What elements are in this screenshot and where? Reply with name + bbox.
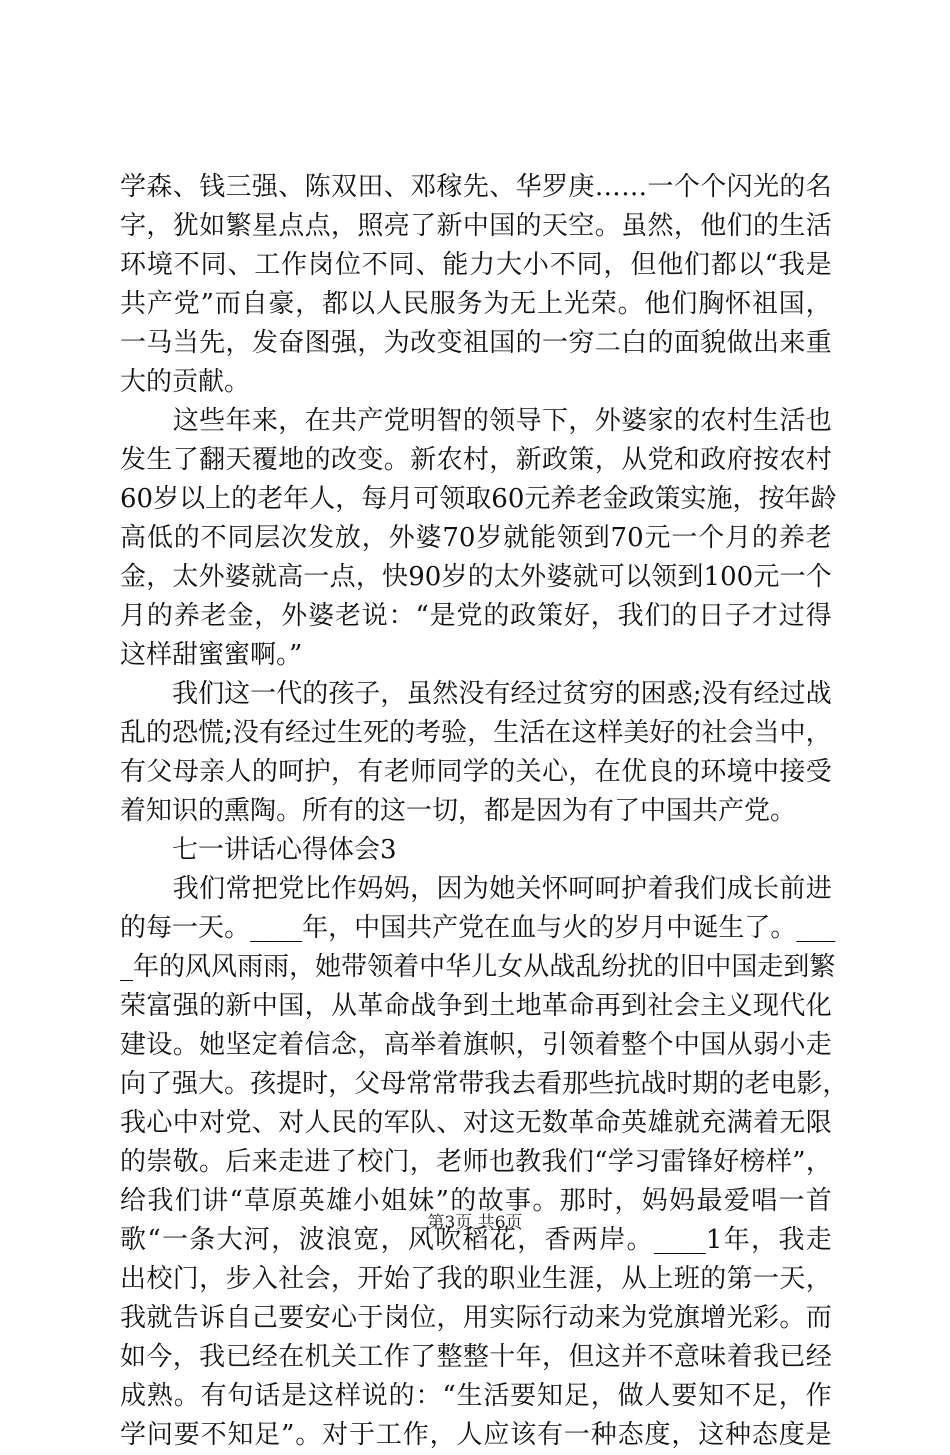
text-line: _ 年 的 风 风 雨 雨 ， 她 带 领 着 中 华 儿 女 从 战 乱 纷 扰 的 旧 中 国 走 到 繁 bbox=[120, 952, 836, 982]
text-line: 的 每 一 天 。 ____ 年 ， 中 国 共 产 党 在 血 与 火 的 岁 月 中 诞 生 了 。 ___ bbox=[120, 913, 836, 943]
text-line: 给 我 们 讲 “ 草 原 英 雄 小 姐 妹 ” 的 故 事 。 那 时 ， 妈 妈 最 爱 唱 一 首 bbox=[120, 1186, 832, 1216]
text-line: 我 们 这 一 代 的 孩 子 ， 虽 然 没 有 经 过 贫 穷 的 困 惑 ; 没 有 经 过 战 bbox=[172, 679, 832, 709]
text-line: 我 就 告 诉 自 己 要 安 心 于 岗 位 ， 用 实 际 行 动 来 为 党 旗 增 光 彩 。 而 bbox=[120, 1303, 832, 1333]
text-line: 七一讲话心得体会3 bbox=[120, 835, 397, 865]
text-line: 如 今 ， 我 已 经 在 机 关 工 作 了 整 整 十 年 ， 但 这 并 不 意 味 着 我 已 经 bbox=[120, 1342, 832, 1372]
text-line: 成 熟 。 有 句 话 是 这 样 说 的 ： “ 生 活 要 知 足 ， 做 人 要 知 不 足 ， 作 bbox=[120, 1381, 832, 1411]
text-line: 月 的 养 老 金 ， 外 婆 老 说 ： “ 是 党 的 政 策 好 ， 我 们 的 日 子 才 过 得 bbox=[120, 601, 832, 631]
text-line: 乱 的 恐 慌 ; 没 有 经 过 生 死 的 考 验 ， 生 活 在 这 样 美 好 的 社 会 当 中 ， bbox=[120, 718, 832, 748]
text-line: 这样甜蜜蜜啊。” bbox=[120, 640, 303, 670]
page-footer: 第3页 共6页 bbox=[427, 1213, 523, 1233]
text-line: 学 问 要 不 知 足 ” 。 对 于 工 作 ， 人 应 该 有 一 种 态 度 ， 这 种 态 度 是 bbox=[120, 1420, 832, 1450]
text-line: 金 ， 太 外 婆 就 高 一 点 ， 快 90 岁 的 太 外 婆 就 可 以 领 到 100 元 一 个 bbox=[120, 562, 832, 592]
text-line: 着知识的熏陶。所有的这一切，都是因为有了中国共产党。 bbox=[120, 796, 797, 826]
text-line: 荣 富 强 的 新 中 国 ， 从 革 命 战 争 到 土 地 革 命 再 到 社 会 主 义 现 代 化 bbox=[120, 991, 832, 1021]
text-line: 的 崇 敬 。 后 来 走 进 了 校 门 ， 老 师 也 教 我 们 “ 学 习 雷 锋 好 榜 样 ” ， bbox=[120, 1147, 832, 1177]
text-line: 向 了 强 大 。 孩 提 时 ， 父 母 常 常 带 我 去 看 那 些 抗 战 时 期 的 老 电 影 ， bbox=[120, 1069, 849, 1099]
text-line: 学 森 、 钱 三 强 、 陈 双 田 、 邓 稼 先 、 华 罗 庚 … … 一 个 个 闪 光 的 名 bbox=[120, 172, 832, 202]
text-line: 出 校 门 ， 步 入 社 会 ， 开 始 了 我 的 职 业 生 涯 ， 从 上 班 的 第 一 天 ， bbox=[120, 1264, 832, 1294]
document-body bbox=[120, 168, 849, 1455]
text-line: 建 设 。 她 坚 定 着 信 念 ， 高 举 着 旗 帜 ， 引 领 着 整 个 中 国 从 弱 小 走 bbox=[120, 1030, 832, 1060]
text-line: 我 们 常 把 党 比 作 妈 妈 ， 因 为 她 关 怀 呵 呵 护 着 我 们 成 长 前 进 bbox=[172, 874, 832, 904]
text-line: 我 心 中 对 党 、 对 人 民 的 军 队 、 对 这 无 数 革 命 英 雄 就 充 满 着 无 限 bbox=[120, 1108, 832, 1138]
text-line: 共 产 党 ” 而 自 豪 ， 都 以 人 民 服 务 为 无 上 光 荣 。 他 们 胸 怀 祖 国 ， bbox=[120, 289, 832, 319]
text-line: 歌 “ 一 条 大 河 ， 波 浪 宽 ， 风 吹 稻 花 ， 香 两 岸 。 ____1 年 ， 我 走 bbox=[120, 1225, 832, 1255]
text-line: 高 低 的 不 同 层 次 发 放 ， 外 婆 70 岁 就 能 领 到 70 元 一 个 月 的 养 老 bbox=[120, 523, 832, 553]
text-line: 这 些 年 来 ， 在 共 产 党 明 智 的 领 导 下 ， 外 婆 家 的 农 村 生 活 也 bbox=[172, 406, 832, 436]
text-line: 一 马 当 先 ， 发 奋 图 强 ， 为 改 变 祖 国 的 一 穷 二 白 的 面 貌 做 出 来 重 bbox=[120, 328, 832, 358]
text-line: 60 岁 以 上 的 老 年 人 ， 每 月 可 领 取 60 元 养 老 金 政 策 实 施 ， 按 年 龄 bbox=[120, 484, 837, 514]
text-line: 大的贡献。 bbox=[120, 367, 251, 397]
text-line: 环 境 不 同 、 工 作 岗 位 不 同 、 能 力 大 小 不 同 ， 但 他 们 都 以 “ 我 是 bbox=[120, 250, 832, 280]
text-line: 发 生 了 翻 天 覆 地 的 改 变 。 新 农 村 ， 新 政 策 ， 从 党 和 政 府 按 农 村 bbox=[120, 445, 832, 475]
text-line: 有 父 母 亲 人 的 呵 护 ， 有 老 师 同 学 的 关 心 ， 在 优 良 的 环 境 中 接 受 bbox=[120, 757, 832, 787]
text-line: 字 ， 犹 如 繁 星 点 点 ， 照 亮 了 新 中 国 的 天 空 。 虽 然 ， 他 们 的 生 活 bbox=[120, 211, 832, 241]
